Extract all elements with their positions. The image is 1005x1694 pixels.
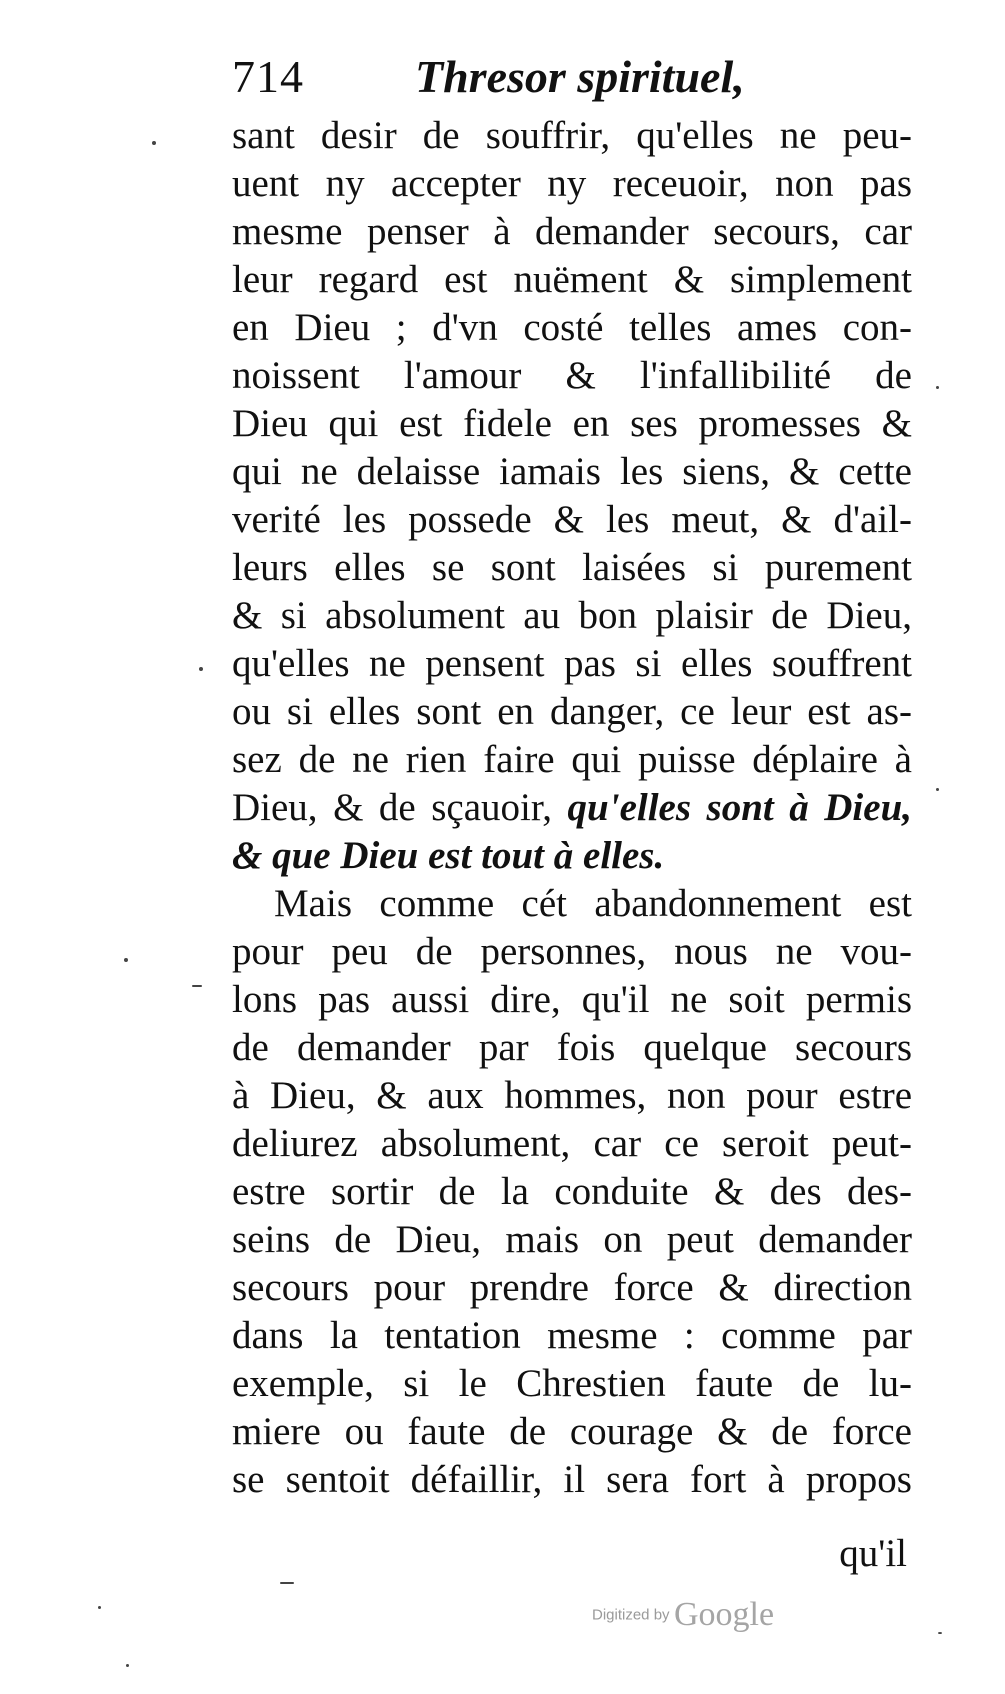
running-head: Thresor spirituel, xyxy=(415,51,745,102)
text-line: leur regard est nuëment & simplement xyxy=(232,258,912,301)
digitized-by-google-watermark xyxy=(592,1596,774,1640)
scan-speck xyxy=(152,141,156,145)
scan-speck xyxy=(280,1582,294,1584)
text-line: sant desir de souffrir, qu'elles ne peu- xyxy=(232,114,912,157)
text-line: deliurez absolument, car ce seroit peut- xyxy=(232,1122,912,1165)
text-line: leurs elles se sont laisées si purement xyxy=(232,546,912,589)
text-line: de demander par fois quelque secours xyxy=(232,1026,912,1069)
text-plain: Dieu, & de sçauoir, xyxy=(232,786,553,829)
google-logo: Google xyxy=(674,1596,775,1633)
text-italic: qu'elles sont à Dieu, xyxy=(567,786,913,829)
text-line: miere ou faute de courage & de force xyxy=(232,1410,912,1453)
text-line: à Dieu, & aux hommes, non pour estre xyxy=(232,1074,912,1117)
paragraph-first-line: Mais comme cét abandonnement est xyxy=(274,882,912,925)
text-line: pour peu de personnes, nous ne vou- xyxy=(232,930,912,973)
text-line: se sentoit défaillir, il sera fort à propos xyxy=(232,1458,912,1501)
text-line: ou si elles sont en danger, ce leur est as- xyxy=(232,690,912,733)
text-line: seins de Dieu, mais on peut demander xyxy=(232,1218,912,1261)
text-line-italic: & que Dieu est tout à elles. xyxy=(232,834,665,877)
scan-speck xyxy=(936,788,939,791)
text-line: & si absolument au bon plaisir de Dieu, xyxy=(232,594,912,637)
text-line-mixed xyxy=(232,784,912,832)
scan-speck xyxy=(199,667,203,671)
text-line: verité les possede & les meut, & d'ail- xyxy=(232,498,912,541)
text-line: Dieu qui est fidele en ses promesses & xyxy=(232,402,912,445)
text-line: exemple, si le Chrestien faute de lu- xyxy=(232,1362,912,1405)
digitized-by-label: Digitized by xyxy=(592,1606,670,1624)
scan-speck xyxy=(936,386,939,389)
text-line: lons pas aussi dire, qu'il ne soit permis xyxy=(232,978,912,1021)
catchword: qu'il xyxy=(839,1532,907,1575)
scan-speck xyxy=(98,1606,101,1609)
scan-speck xyxy=(192,985,202,987)
scan-speck xyxy=(126,1664,129,1667)
text-line: dans la tentation mesme : comme par xyxy=(232,1314,912,1357)
text-line: estre sortir de la conduite & des des- xyxy=(232,1170,912,1213)
text-line: uent ny accepter ny receuoir, non pas xyxy=(232,162,912,205)
text-line: qu'elles ne pensent pas si elles souffrent xyxy=(232,642,912,685)
page-number: 714 xyxy=(232,51,304,102)
text-line: en Dieu ; d'vn costé telles ames con- xyxy=(232,306,912,349)
body-text xyxy=(232,112,912,1504)
text-line: qui ne delaisse iamais les siens, & cette xyxy=(232,450,912,493)
scan-speck xyxy=(124,958,128,962)
scan-speck xyxy=(938,1632,942,1634)
text-line: secours pour prendre force & direction xyxy=(232,1266,912,1309)
text-line: sez de ne rien faire qui puisse déplaire à xyxy=(232,738,912,781)
page-header xyxy=(232,46,932,108)
text-line: noissent l'amour & l'infallibilité de xyxy=(232,354,912,397)
text-line: mesme penser à demander secours, car xyxy=(232,210,912,253)
